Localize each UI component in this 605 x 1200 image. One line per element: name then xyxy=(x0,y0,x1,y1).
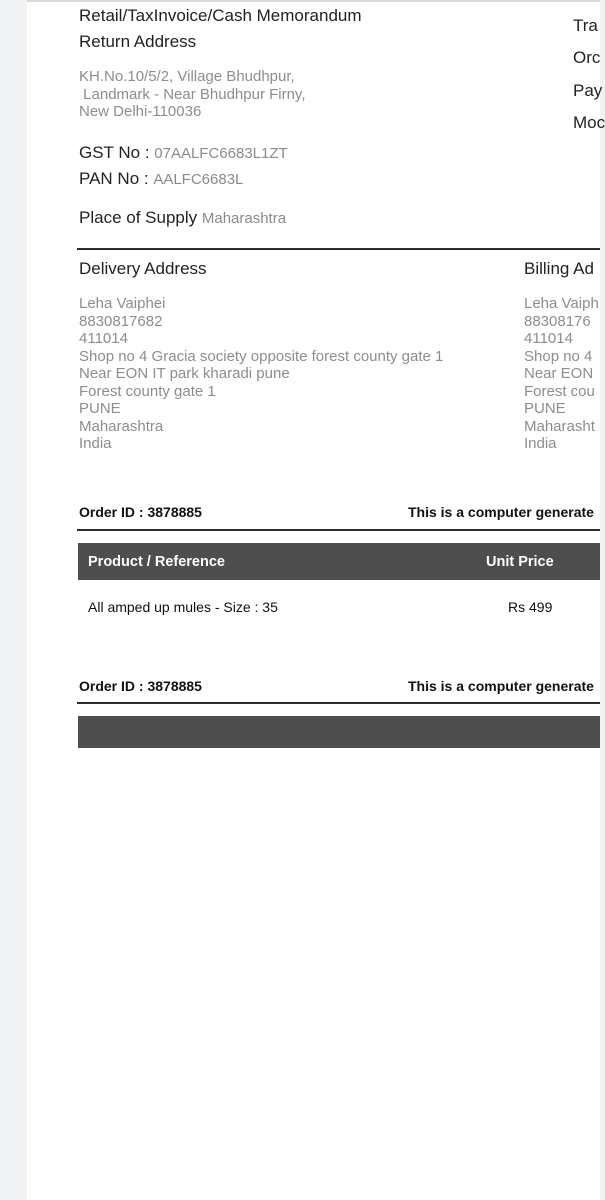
divider xyxy=(77,248,600,250)
gst-value: 07AALFC6683L1ZT xyxy=(154,145,288,162)
billing-line: Shop no 4 xyxy=(524,347,593,365)
billing-line: PUNE xyxy=(524,400,566,417)
pan-value: AALFC6683L xyxy=(153,171,244,188)
gst-label: GST No : xyxy=(79,143,155,162)
billing-address xyxy=(524,295,599,453)
billing-line: Near EON xyxy=(524,365,594,382)
order-id: Order ID : 3878885 xyxy=(79,504,202,520)
divider xyxy=(77,529,600,531)
product-name: All amped up mules - Size : 35 xyxy=(88,599,278,615)
delivery-line: Near EON IT park kharadi pune xyxy=(79,365,290,382)
delivery-line: Leha Vaiphei xyxy=(79,295,166,312)
place-of-supply xyxy=(79,208,286,228)
pan-number xyxy=(79,169,243,189)
delivery-address xyxy=(79,295,443,453)
gst-number xyxy=(79,143,288,163)
billing-line: 88308176 xyxy=(524,312,591,330)
table-header-bar xyxy=(78,716,600,748)
billing-line: Forest cou xyxy=(524,382,595,400)
delivery-line: PUNE xyxy=(79,400,121,417)
billing-line: Maharasht xyxy=(524,417,595,435)
order-label: Orc xyxy=(573,48,601,67)
billing-address-heading: Billing Ad xyxy=(524,259,594,278)
delivery-line: Maharashtra xyxy=(79,417,164,435)
return-address-line: New Delhi-110036 xyxy=(79,103,202,120)
delivery-line: India xyxy=(79,435,112,452)
column-product-reference: Product / Reference xyxy=(88,554,225,570)
return-address-label: Return Address xyxy=(79,32,197,51)
transaction-label: Tra xyxy=(573,16,598,35)
billing-line: India xyxy=(524,435,557,452)
return-address xyxy=(79,68,306,121)
delivery-line: 411014 xyxy=(79,330,128,347)
return-address-line: Landmark - Near Bhudhpur Firny, xyxy=(79,85,306,103)
computer-generated-note: This is a computer generate xyxy=(408,504,594,520)
invoice-page xyxy=(27,0,605,1200)
order-id: Order ID : 3878885 xyxy=(79,678,202,694)
billing-line: Leha Vaiph xyxy=(524,295,599,312)
product-table-header xyxy=(78,543,600,580)
payment-label: Pay xyxy=(573,81,603,100)
product-unit-price: Rs 499 xyxy=(508,599,553,615)
supply-label: Place of Supply xyxy=(79,208,202,227)
mode-label: Moc xyxy=(573,113,605,132)
divider xyxy=(77,702,600,704)
delivery-address-heading: Delivery Address xyxy=(79,259,207,278)
billing-line: 411014 xyxy=(524,330,573,347)
delivery-line: 8830817682 xyxy=(79,312,163,330)
supply-value: Maharashtra xyxy=(201,210,287,227)
delivery-line: Forest county gate 1 xyxy=(79,382,216,400)
return-address-line: KH.No.10/5/2, Village Bhudhpur, xyxy=(79,68,295,85)
column-unit-price: Unit Price xyxy=(486,554,554,570)
computer-generated-note: This is a computer generate xyxy=(408,678,594,694)
pan-label: PAN No : xyxy=(79,169,154,188)
delivery-line: Shop no 4 Gracia society opposite forest county gate 1 xyxy=(79,347,444,365)
invoice-title: Retail/TaxInvoice/Cash Memorandum xyxy=(79,6,362,25)
